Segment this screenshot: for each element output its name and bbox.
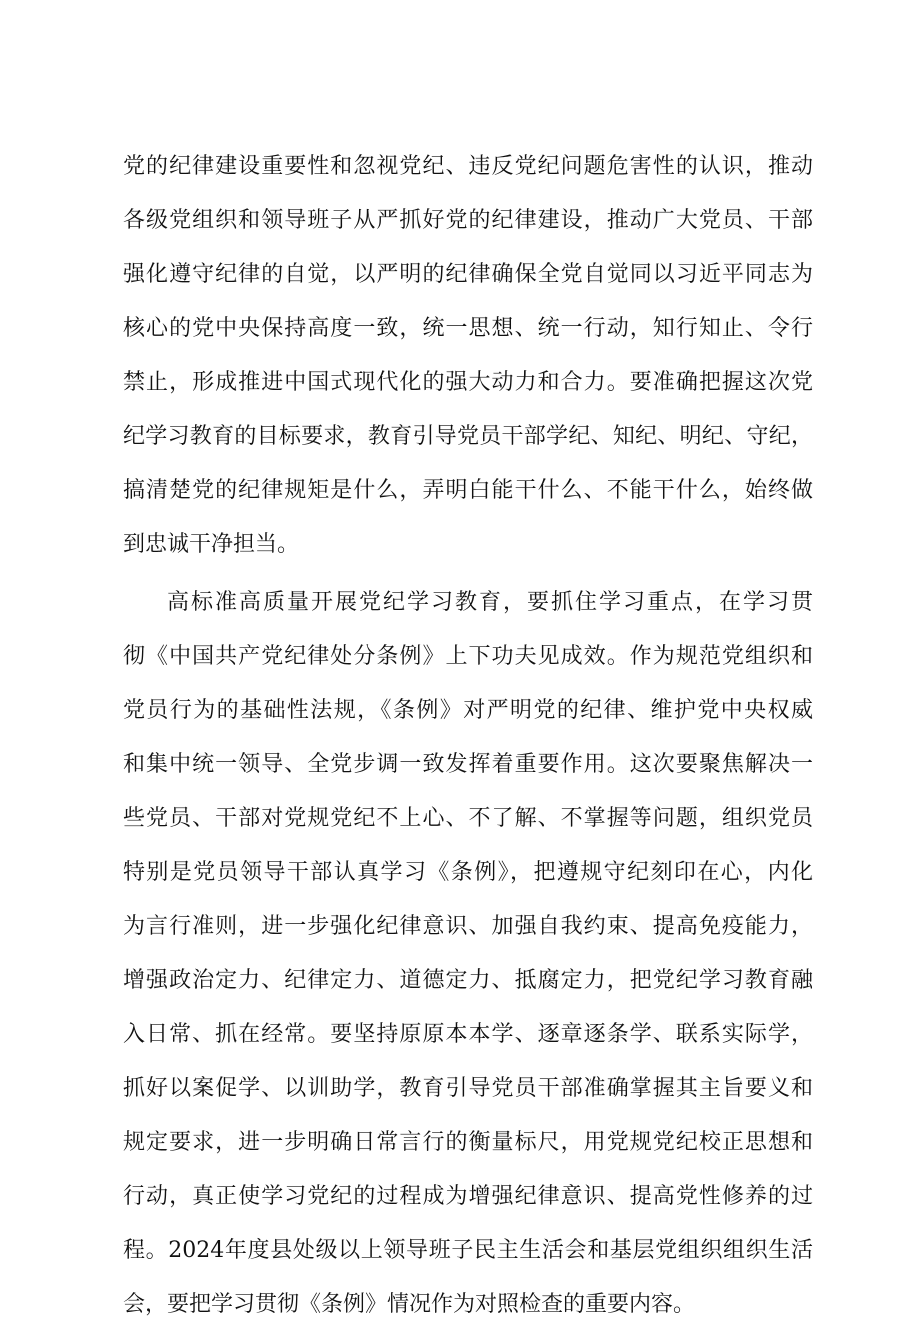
text-line: 会，要把学习贯彻《条例》情况作为对照检查的重要内容。 xyxy=(123,1292,696,1317)
text-line: 各级党组织和领导班子从严抓好党的纪律建设，推动广大党员、干部 xyxy=(123,208,813,233)
text-line: 搞清楚党的纪律规矩是什么，弄明白能干什么、不能干什么，始终做 xyxy=(123,478,813,503)
paragraph-1 xyxy=(123,140,813,572)
text-line: 些党员、干部对党规党纪不上心、不了解、不掌握等问题，组织党员 xyxy=(123,806,813,831)
text-line: 规定要求，进一步明确日常言行的衡量标尺，用党规党纪校正思想和 xyxy=(123,1130,813,1155)
text-line: 增强政治定力、纪律定力、道德定力、抵腐定力，把党纪学习教育融 xyxy=(123,968,813,993)
text-line: 党的纪律建设重要性和忽视党纪、违反党纪问题危害性的认识，推动 xyxy=(123,154,813,179)
text-line: 党员行为的基础性法规，《条例》对严明党的纪律、维护党中央权威 xyxy=(123,698,813,723)
paragraph-2 xyxy=(123,576,813,1332)
text-line: 抓好以案促学、以训助学，教育引导党员干部准确掌握其主旨要义和 xyxy=(123,1076,813,1101)
text-line: 行动，真正使学习党纪的过程成为增强纪律意识、提高党性修养的过 xyxy=(123,1184,813,1209)
text-line: 强化遵守纪律的自觉，以严明的纪律确保全党自觉同以习近平同志为 xyxy=(123,262,813,287)
document-body xyxy=(123,140,813,1332)
text-line: 禁止，形成推进中国式现代化的强大动力和合力。要准确把握这次党 xyxy=(123,370,813,395)
text-line: 彻《中国共产党纪律处分条例》上下功夫见成效。作为规范党组织和 xyxy=(123,644,813,669)
text-line: 高标准高质量开展党纪学习教育，要抓住学习重点，在学习贯 xyxy=(167,590,813,615)
text-line: 入日常、抓在经常。要坚持原原本本学、逐章逐条学、联系实际学， xyxy=(123,1022,813,1047)
text-line: 特别是党员领导干部认真学习《条例》，把遵规守纪刻印在心，内化 xyxy=(123,860,813,885)
text-line: 为言行准则，进一步强化纪律意识、加强自我约束、提高免疫能力， xyxy=(123,914,813,939)
text-line: 程。2024年度县处级以上领导班子民主生活会和基层党组织组织生活 xyxy=(123,1238,813,1263)
text-line: 纪学习教育的目标要求，教育引导党员干部学纪、知纪、明纪、守纪， xyxy=(123,424,813,449)
text-line: 和集中统一领导、全党步调一致发挥着重要作用。这次要聚焦解决一 xyxy=(123,752,813,777)
text-line: 核心的党中央保持高度一致，统一思想、统一行动，知行知止、令行 xyxy=(123,316,813,341)
text-line: 到忠诚干净担当。 xyxy=(123,532,300,557)
